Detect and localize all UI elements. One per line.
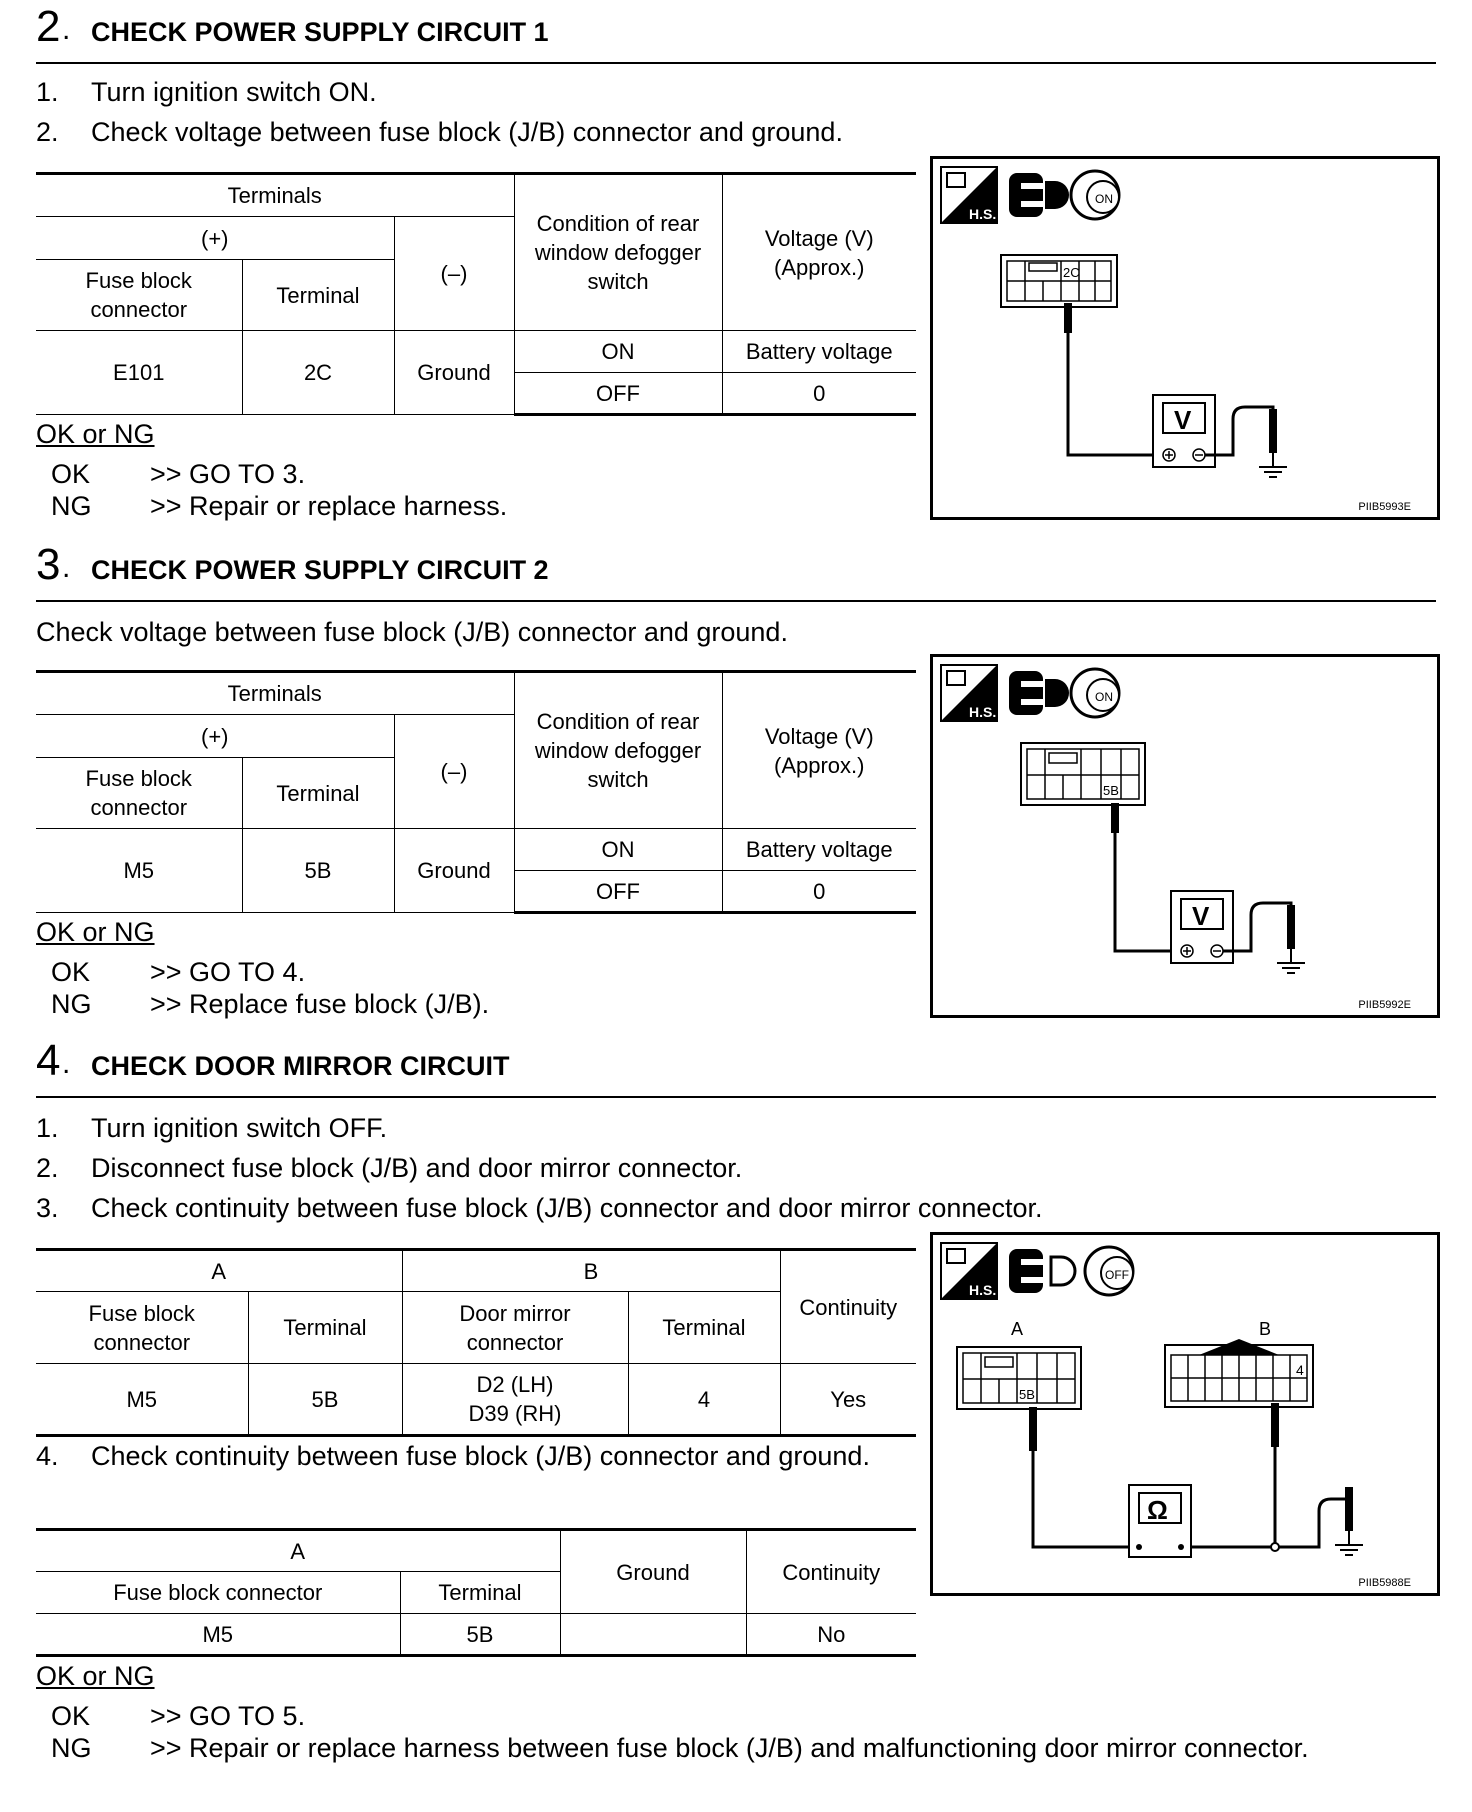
section-4-header: 4 . CHECK DOOR MIRROR CIRCUIT xyxy=(36,1036,510,1085)
section-3-number: 3 xyxy=(36,540,61,589)
section-2-ok-label: OK xyxy=(51,459,91,489)
svg-text:H.S.: H.S. xyxy=(969,206,997,222)
svg-text:H.S.: H.S. xyxy=(969,704,997,720)
ground-icon xyxy=(1259,453,1287,477)
section-3-intro: Check voltage between fuse block (J/B) connector and ground. xyxy=(36,617,788,647)
voltmeter-diagram xyxy=(933,657,1437,1015)
section-4-continuity-table-2: A Ground Continuity Fuse block connector Terminal M5 5B No xyxy=(36,1528,916,1657)
svg-text:2C: 2C xyxy=(1063,265,1080,280)
figure-id: PIIB5988E xyxy=(1358,1577,1411,1589)
section-2-ng-label: NG xyxy=(51,491,92,521)
hs-icon xyxy=(941,167,997,223)
connector-icon xyxy=(1009,173,1069,217)
ohmmeter-icon xyxy=(1129,1485,1191,1557)
svg-text:5B: 5B xyxy=(1019,1387,1035,1402)
voltmeter-diagram xyxy=(933,159,1437,517)
svg-text:ON: ON xyxy=(1095,690,1113,704)
svg-text:4: 4 xyxy=(1296,1362,1304,1378)
section-3-ng-label: NG xyxy=(51,989,92,1019)
svg-text:ON: ON xyxy=(1095,192,1113,206)
ignition-key-icon xyxy=(1071,669,1119,717)
section-3-figure xyxy=(930,654,1440,1018)
section-2-ok-or-ng: OK or NG xyxy=(36,419,155,449)
svg-text:V: V xyxy=(1192,901,1210,931)
ignition-key-icon xyxy=(1085,1247,1133,1295)
connector-disconnected-icon xyxy=(1009,1249,1075,1293)
section-4-ok-label: OK xyxy=(51,1701,91,1731)
ohmmeter-diagram xyxy=(933,1235,1437,1593)
section-3-ok-or-ng: OK or NG xyxy=(36,917,155,947)
section-4-ng-label: NG xyxy=(51,1733,92,1763)
hs-icon xyxy=(941,1243,997,1299)
label-a: A xyxy=(1011,1319,1024,1339)
section-4-continuity-table-1: A B Continuity Fuse block connector Terminal Door mirror connector Terminal M5 5B D2 (LH) D39 (RH) 4 Yes xyxy=(36,1248,916,1437)
svg-text:Ω: Ω xyxy=(1147,1495,1168,1525)
section-2-header: 2 . CHECK POWER SUPPLY CIRCUIT 1 xyxy=(36,2,549,51)
section-4-ok-action: >> GO TO 5. xyxy=(150,1701,306,1731)
svg-text:V: V xyxy=(1174,405,1192,435)
figure-id: PIIB5992E xyxy=(1358,999,1411,1011)
ground-icon xyxy=(1277,949,1305,973)
section-3-ok-label: OK xyxy=(51,957,91,987)
section-4-figure xyxy=(930,1232,1440,1596)
fuse-block-connector-diagram xyxy=(1021,743,1145,805)
section-2-rule xyxy=(36,62,1436,64)
fuse-block-connector-diagram xyxy=(957,1347,1081,1409)
section-2-figure xyxy=(930,156,1440,520)
section-2-ok-action: >> GO TO 3. xyxy=(150,459,306,489)
section-2-number: 2 xyxy=(36,2,61,51)
section-4-ng-action: >> Repair or replace harness between fuse block (J/B) and malfunctioning door mirror connector. xyxy=(150,1733,1309,1763)
section-2-ng-action: >> Repair or replace harness. xyxy=(150,491,508,521)
label-b: B xyxy=(1259,1319,1272,1339)
section-3-ng-action: >> Replace fuse block (J/B). xyxy=(150,989,490,1019)
figure-id: PIIB5993E xyxy=(1358,501,1411,513)
hs-icon xyxy=(941,665,997,721)
fuse-block-connector-diagram xyxy=(1001,255,1117,307)
section-4-rule xyxy=(36,1096,1436,1098)
section-3-voltage-table: Terminals Condition of rear window defogger switch Voltage (V) (Approx.) (+) (–) Fuse block connector Terminal M5 5B Ground ON Battery voltage OFF 0 xyxy=(36,670,916,914)
ground-icon xyxy=(1335,1531,1363,1555)
cell-connector: E101 xyxy=(36,331,242,415)
section-4-ok-or-ng: OK or NG xyxy=(36,1661,155,1691)
door-mirror-connector-diagram xyxy=(1165,1339,1313,1407)
section-4-step-4: 4. Check continuity between fuse block (J/B) connector and ground. xyxy=(36,1441,870,1471)
ignition-key-icon xyxy=(1071,171,1119,219)
section-2-title: CHECK POWER SUPPLY CIRCUIT 1 xyxy=(91,17,549,47)
svg-text:H.S.: H.S. xyxy=(969,1282,997,1298)
svg-text:5B: 5B xyxy=(1103,783,1119,798)
section-4-title: CHECK DOOR MIRROR CIRCUIT xyxy=(91,1051,510,1081)
section-3-header: 3 . CHECK POWER SUPPLY CIRCUIT 2 xyxy=(36,540,549,589)
section-3-rule xyxy=(36,600,1436,602)
connector-icon xyxy=(1009,671,1069,715)
svg-text:OFF: OFF xyxy=(1105,1268,1129,1282)
section-2-voltage-table: Terminals Condition of rear window defogger switch Voltage (V) (Approx.) (+) (–) Fuse block connector Terminal E101 2C Ground ON Battery voltage OFF 0 xyxy=(36,172,916,416)
section-3-title: CHECK POWER SUPPLY CIRCUIT 2 xyxy=(91,555,549,585)
section-3-ok-action: >> GO TO 4. xyxy=(150,957,306,987)
section-4-number: 4 xyxy=(36,1036,61,1085)
